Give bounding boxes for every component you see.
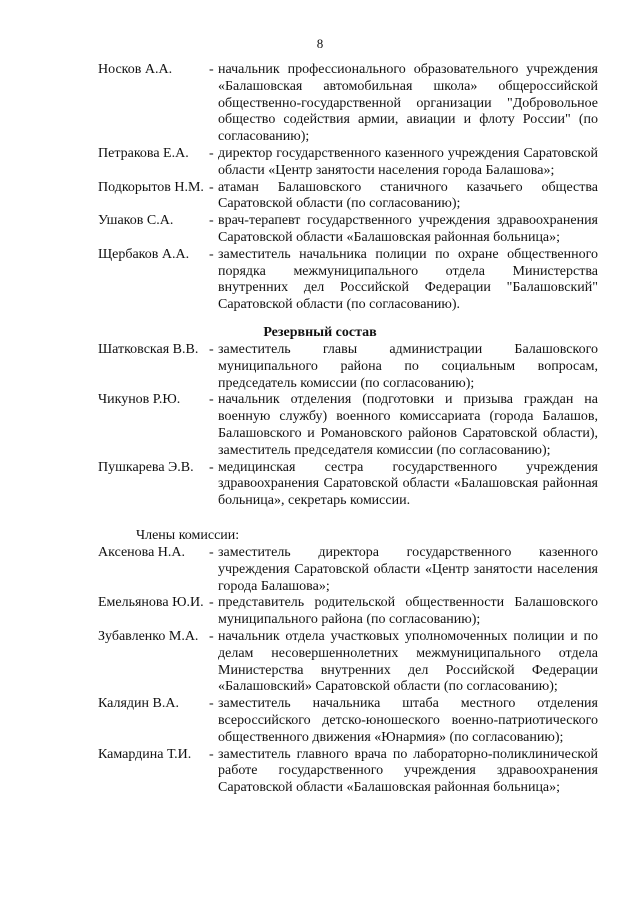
member-name: Пушкарева Э.В. xyxy=(98,459,194,475)
main-members-list xyxy=(98,62,598,314)
entry-dash: - xyxy=(209,145,214,161)
member-name: Аксенова Н.А. xyxy=(98,545,186,560)
entry-dash: - xyxy=(209,342,214,357)
member-description: заместитель начальника полиции по охране общественного порядка межмуниципального отдела Министерства внутренних дел Российской Федерации "Балашовский" Саратовской области (по согласованию). xyxy=(218,246,598,313)
member-description: медицинская сестра государственного учреждения здравоохранения Саратовской области «Балашовская районная больница», секретарь комиссии. xyxy=(218,459,598,509)
member-name: Носков А.А. xyxy=(98,62,173,77)
page-number: 8 xyxy=(316,36,324,51)
entry-dash: - xyxy=(209,179,214,195)
member-description: заместитель начальника штаба местного отделения всероссийского детско-юношеского военно-патриотического общественного движения «Юнармия» (по согласованию); xyxy=(218,696,598,745)
entry-dash: - xyxy=(209,246,214,262)
member-entry xyxy=(98,545,598,595)
member-entry xyxy=(98,696,598,746)
entry-dash: - xyxy=(209,696,214,712)
member-description: представитель родительской общественности Балашовского муниципального района (по согласованию); xyxy=(218,595,598,628)
entry-dash: - xyxy=(209,746,214,762)
member-entry xyxy=(98,213,598,247)
entry-dash: - xyxy=(209,62,214,77)
member-entry xyxy=(98,247,598,314)
member-entry xyxy=(98,629,598,696)
members-label: Члены комиссии: xyxy=(136,528,240,543)
reserve-members-list xyxy=(98,545,598,797)
member-entry xyxy=(98,146,598,180)
member-description: заместитель главы администрации Балашовского муниципального района по социальным вопросам, председатель комиссии (по согласованию); xyxy=(218,342,598,391)
entry-dash: - xyxy=(209,213,214,229)
member-description: начальник отдела участковых уполномоченных полиции и по делам несовершеннолетних межмуниципального отдела Министерства внутренних дел Российской Федерации «Балашовский» Саратовской области (по согласованию); xyxy=(218,628,598,695)
member-name: Емельянова Ю.И. xyxy=(98,595,204,611)
member-description: заместитель директора государственного казенного учреждения Саратовской области «Центр занятости населения города Балашова»; xyxy=(218,545,598,594)
member-description: директор государственного казенного учреждения Саратовской области «Центр занятости населения города Балашова»; xyxy=(218,145,598,178)
member-entry xyxy=(98,595,598,629)
member-name: Чикунов Р.Ю. xyxy=(98,392,181,408)
member-name: Ушаков С.А. xyxy=(98,213,174,229)
member-description: начальник профессионального образовательного учреждения «Балашовская автомобильная школа» общероссийской общественно-государственной организации "Добровольное общество содействия армии, авиации и флоту России" (по согласованию); xyxy=(218,62,598,145)
member-description: атаман Балашовского станичного казачьего общества Саратовской области (по согласованию); xyxy=(218,179,598,212)
member-name: Калядин В.А. xyxy=(98,696,179,712)
member-name: Петракова Е.А. xyxy=(98,145,189,161)
member-entry xyxy=(98,180,598,214)
member-entry xyxy=(98,460,598,510)
reserve-leaders-list xyxy=(98,342,598,510)
member-entry xyxy=(98,747,598,797)
entry-dash: - xyxy=(209,392,214,408)
member-entry xyxy=(98,62,598,146)
member-description: начальник отделения (подготовки и призыва граждан на военную службу) военного комиссариата (города Балашов, Балашовского и Романовского районов Саратовской области), заместитель председателя комиссии (по согласованию); xyxy=(218,392,598,458)
member-name: Зубавленко М.А. xyxy=(98,628,199,644)
member-name: Щербаков А.А. xyxy=(98,246,190,262)
member-entry xyxy=(98,342,598,392)
member-name: Подкорытов Н.М. xyxy=(98,179,204,195)
member-entry xyxy=(98,392,598,459)
entry-dash: - xyxy=(209,459,214,475)
member-description: врач-терапевт государственного учреждения здравоохранения Саратовской области «Балашовская районная больница»; xyxy=(218,213,598,245)
member-name: Камардина Т.И. xyxy=(98,746,192,762)
entry-dash: - xyxy=(209,545,214,560)
member-name: Шатковская В.В. xyxy=(98,342,199,357)
member-description: заместитель главного врача по лабораторно-поликлинической работе государственного учреждения здравоохранения Саратовской области «Балашовская районная больница»; xyxy=(218,746,598,796)
entry-dash: - xyxy=(209,628,214,644)
entry-dash: - xyxy=(209,595,214,611)
reserve-section-heading: Резервный состав xyxy=(263,325,377,340)
